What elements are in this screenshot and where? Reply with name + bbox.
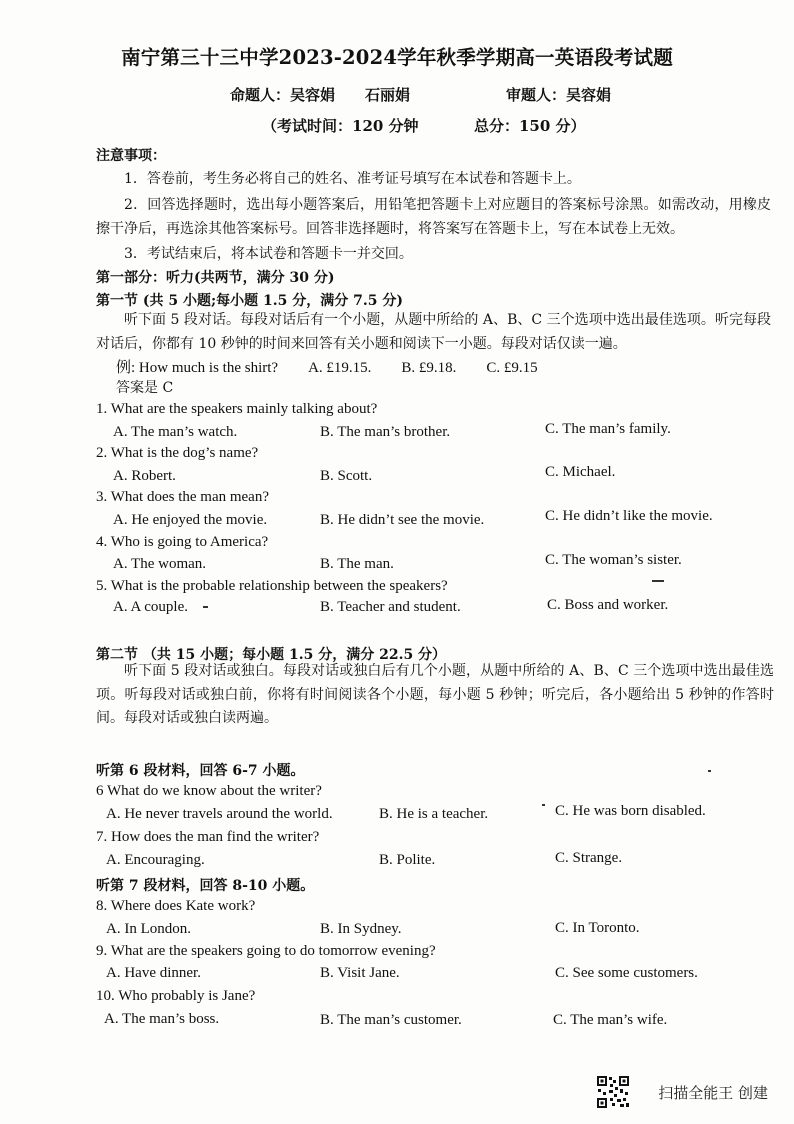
scanner-brand: 扫描全能王 创建 bbox=[658, 1084, 768, 1102]
section2-instructions: 听下面 5 段对话或独白。每段对话或独白后有几个小题，从题中所给的 A、B、C 三个选项中选出最佳选项。听每段对话或独白前，你将有时间阅读各个小题，每小题 5 秒钟；听完后，各小题给出 5 秒钟的作答时间。每段对话或独白读两遍。 bbox=[96, 663, 774, 726]
exam-score: 总分：150 分） bbox=[474, 117, 586, 135]
option-7a: A. Encouraging. bbox=[106, 852, 205, 868]
option-5c: C. Boss and worker. bbox=[547, 597, 669, 613]
option-7c: C. Strange. bbox=[555, 850, 623, 866]
option-4c: C. The woman’s sister. bbox=[545, 552, 682, 568]
option-1a: A. The man’s watch. bbox=[113, 424, 238, 440]
option-2a: A. Robert. bbox=[113, 468, 176, 484]
option-5b: B. Teacher and student. bbox=[320, 599, 461, 615]
option-1c: C. The man’s family. bbox=[545, 421, 671, 437]
section1-heading: 第一节 (共 5 小题;每小题 1.5 分，满分 7.5 分) bbox=[96, 293, 403, 309]
option-3c: C. He didn’t like the movie. bbox=[545, 508, 713, 524]
exam-time: （考试时间：120 分钟 bbox=[262, 117, 419, 135]
option-2b: B. Scott. bbox=[320, 468, 373, 484]
option-10a: A. The man’s boss. bbox=[104, 1011, 220, 1027]
notes-heading: 注意事项： bbox=[96, 148, 166, 164]
option-4a: A. The woman. bbox=[113, 556, 207, 572]
option-4b: B. The man. bbox=[320, 556, 394, 572]
scan-speck bbox=[708, 770, 711, 772]
option-9a: A. Have dinner. bbox=[106, 965, 201, 981]
example-answer: 答案是 C bbox=[116, 380, 174, 396]
question-1: 1. What are the speakers mainly talking about? bbox=[96, 401, 378, 417]
scan-speck bbox=[652, 580, 664, 582]
scan-speck bbox=[542, 804, 545, 806]
option-5a: A. A couple. bbox=[113, 599, 188, 615]
authors: 命题人：吴容娟 石丽娟 bbox=[230, 86, 411, 104]
question-7: 7. How does the man find the writer? bbox=[96, 829, 320, 845]
option-9c: C. See some customers. bbox=[555, 965, 698, 981]
section2-heading: 第二节 （共 15 小题；每小题 1.5 分，满分 22.5 分） bbox=[96, 647, 447, 663]
option-1b: B. The man’s brother. bbox=[320, 424, 451, 440]
question-4: 4. Who is going to America? bbox=[96, 534, 269, 550]
question-8: 8. Where does Kate work? bbox=[96, 898, 256, 914]
scan-speck bbox=[203, 606, 208, 608]
exam-title: 南宁第三十三中学2023-2024学年秋季学期高一英语段考试题 bbox=[121, 46, 673, 69]
material-6-heading: 听第 6 段材料，回答 6-7 小题。 bbox=[96, 763, 305, 779]
question-9: 9. What are the speakers going to do tomorrow evening? bbox=[96, 943, 436, 959]
option-8a: A. In London. bbox=[106, 921, 191, 937]
option-10b: B. The man’s customer. bbox=[320, 1012, 462, 1028]
question-6: 6 What do we know about the writer? bbox=[96, 783, 322, 799]
note-item-3: 3．考试结束后，将本试卷和答题卡一并交回。 bbox=[124, 246, 413, 262]
option-7b: B. Polite. bbox=[379, 852, 436, 868]
option-2c: C. Michael. bbox=[545, 464, 616, 480]
option-3b: B. He didn’t see the movie. bbox=[320, 512, 485, 528]
question-3: 3. What does the man mean? bbox=[96, 489, 269, 505]
option-9b: B. Visit Jane. bbox=[320, 965, 400, 981]
note-item-1: 1．答卷前，考生务必将自己的姓名、准考证号填写在本试卷和答题卡上。 bbox=[124, 171, 581, 187]
option-6c: C. He was born disabled. bbox=[555, 803, 706, 819]
note-item-2: 2．回答选择题时，选出每小题答案后，用铅笔把答题卡上对应题目的答案标号涂黑。如需改动，用橡皮擦干净后，再选涂其他答案标号。回答非选择题时，将答案写在答题卡上，写在本试卷上无效。 bbox=[96, 197, 771, 237]
question-5: 5. What is the probable relationship between the speakers? bbox=[96, 578, 448, 594]
option-6a: A. He never travels around the world. bbox=[106, 806, 333, 822]
option-6b: B. He is a teacher. bbox=[379, 806, 489, 822]
section1-instructions: 听下面 5 段对话。每段对话后有一个小题，从题中所给的 A、B、C 三个选项中选出最佳选项。听完每段对话后，你都有 10 秒钟的时间来回答有关小题和阅读下一小题。每段对话仅读一遍。 bbox=[96, 312, 771, 352]
option-8c: C. In Toronto. bbox=[555, 920, 640, 936]
option-3a: A. He enjoyed the movie. bbox=[113, 512, 268, 528]
reviewer: 审题人：吴容娟 bbox=[506, 86, 612, 104]
question-10: 10. Who probably is Jane? bbox=[96, 988, 256, 1004]
option-8b: B. In Sydney. bbox=[320, 921, 402, 937]
qr-code-icon bbox=[596, 1075, 630, 1109]
question-2: 2. What is the dog’s name? bbox=[96, 445, 259, 461]
option-10c: C. The man’s wife. bbox=[553, 1012, 668, 1028]
example-question: 例: How much is the shirt? A. £19.15. B. £9.18. C. £9.15 bbox=[116, 360, 538, 376]
material-7-heading: 听第 7 段材料，回答 8-10 小题。 bbox=[96, 878, 315, 894]
part1-heading: 第一部分：听力(共两节，满分 30 分) bbox=[96, 270, 335, 286]
